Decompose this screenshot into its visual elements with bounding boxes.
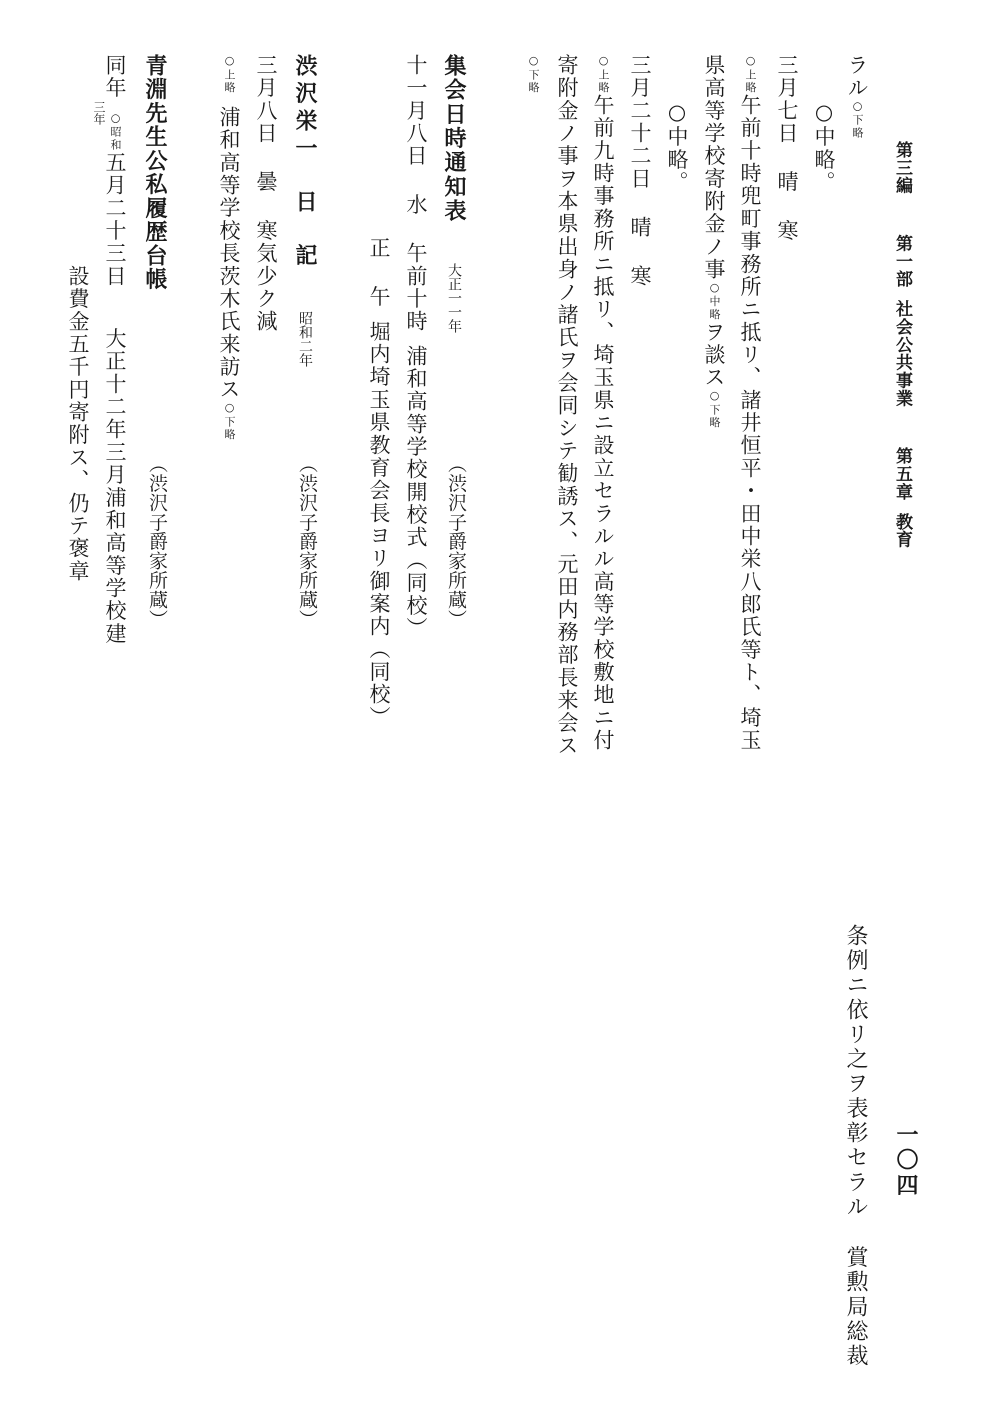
text-column-2: [813, 100, 834, 194]
running-header: [893, 141, 910, 549]
column-text: 県高等学校寄附金ノ事: [702, 54, 726, 281]
text-column-16: [218, 54, 239, 441]
weather: 晴: [775, 170, 799, 194]
ledger-row-1: [104, 54, 125, 645]
diary-date-row-3: [255, 54, 276, 333]
ledger-label: 同年: [103, 54, 127, 100]
column-text: ラル: [845, 54, 869, 100]
schedule-event: 浦和高等学校開校式: [404, 344, 428, 549]
ledger-year-note: [93, 101, 105, 125]
editorial-note: ○下略: [708, 388, 721, 429]
column-text: 設費金五千円寄附ス、仍テ褒章: [66, 265, 90, 583]
header-chapter: 第五章: [892, 447, 912, 501]
ledger-row-2: [67, 265, 88, 583]
section-title-ledger: [144, 54, 166, 292]
temperature: 寒: [628, 264, 652, 288]
closing-authority: 賞勲局総裁: [843, 1245, 868, 1369]
closing-text: 条例ニ依リ之ヲ表彰セラル: [843, 924, 868, 1220]
ledger-date: 五月二十三日: [103, 151, 127, 288]
schedule-date: 十一月八日: [404, 54, 428, 168]
section-title: 渋沢栄一: [292, 54, 318, 164]
schedule-event: 堀内埼玉県教育会長ヨリ御案内: [367, 320, 391, 638]
schedule-time: 午: [367, 285, 391, 309]
editorial-note: 三年: [92, 101, 106, 125]
text-column-5: [703, 54, 724, 429]
diary-date: 三月七日: [775, 54, 799, 145]
weather: 晴: [628, 216, 652, 239]
temperature: 寒: [775, 219, 799, 243]
text-column-9: [556, 54, 577, 757]
omission-mark: ○中略。: [812, 100, 836, 194]
source-text: （渋沢子爵家所蔵）: [445, 454, 467, 629]
source-text: （渋沢子爵家所蔵）: [296, 454, 318, 629]
weekday: 水: [404, 193, 428, 217]
schedule-time: 正: [367, 237, 391, 260]
text-column-8: [592, 54, 613, 752]
column-text: 寄附金ノ事ヲ本県出身ノ諸氏ヲ会同シテ勧誘ス、元田内務部長来会ス: [555, 54, 579, 758]
text-column-6: [666, 100, 687, 194]
editorial-note: ○下略: [223, 400, 236, 441]
diary-date: 三月二十二日: [628, 54, 652, 191]
header-part: 第三編: [892, 141, 912, 195]
page-number-text: 一〇四: [893, 1123, 919, 1199]
column-text: 午前十時兜町事務所ニ抵リ、諸井恒平・田中栄八郎氏等ト、埼玉: [738, 94, 762, 752]
column-text: 大正十二年三月浦和高等学校建: [103, 327, 127, 646]
schedule-place: （同校）: [404, 548, 428, 640]
source-citation-3: [147, 454, 166, 628]
omission-mark: ○中略。: [665, 100, 689, 194]
editorial-note: ○上略: [223, 54, 236, 95]
section-title: 青淵先生公私履歴台帳: [142, 54, 168, 292]
section-year: 大正一一年: [446, 263, 462, 334]
weather: 曇: [254, 170, 278, 194]
schedule-place: （同校）: [367, 637, 391, 729]
diary-date: 三月八日: [254, 54, 278, 145]
schedule-row-2: [368, 237, 389, 729]
editorial-note: ○昭和: [109, 111, 122, 152]
header-subject: 社会公共事業: [892, 300, 912, 408]
column-text: 浦和高等学校長茨木氏来訪ス: [217, 106, 241, 401]
diary-date-row-2: [629, 54, 650, 287]
column-text: 寒気少ク減: [254, 219, 278, 333]
section-year: 昭和二年: [297, 311, 313, 367]
closing-text-column: [844, 924, 866, 1369]
schedule-row-1: [405, 54, 426, 640]
text-column-10: [522, 54, 543, 94]
column-text: 午前九時事務所ニ抵リ、埼玉県ニ設立セラルル高等学校敷地ニ付: [591, 94, 615, 752]
section-title: 記: [292, 243, 318, 271]
section-title: 日: [292, 190, 318, 218]
source-citation-2: [297, 454, 316, 628]
page-number: [895, 1123, 917, 1199]
source-citation-1: [446, 454, 465, 628]
source-text: （渋沢子爵家所蔵）: [146, 454, 168, 629]
section-title: 集会日時通知表: [441, 54, 467, 224]
diary-date-row-1: [776, 54, 797, 242]
header-topic: 教育: [892, 512, 912, 549]
text-column-4: [739, 54, 760, 752]
column-text: ヲ談ス: [702, 320, 726, 389]
editorial-note: ○上略: [597, 54, 610, 95]
schedule-time: 午前十時: [404, 242, 428, 333]
editorial-note: ○下略: [527, 54, 540, 95]
editorial-note: ○中略: [708, 280, 721, 321]
text-column-1: [846, 54, 867, 139]
editorial-note: ○下略: [851, 99, 864, 140]
section-title-diary: [294, 54, 316, 367]
header-section: 第一部: [892, 234, 912, 289]
editorial-note: ○上略: [744, 54, 757, 95]
